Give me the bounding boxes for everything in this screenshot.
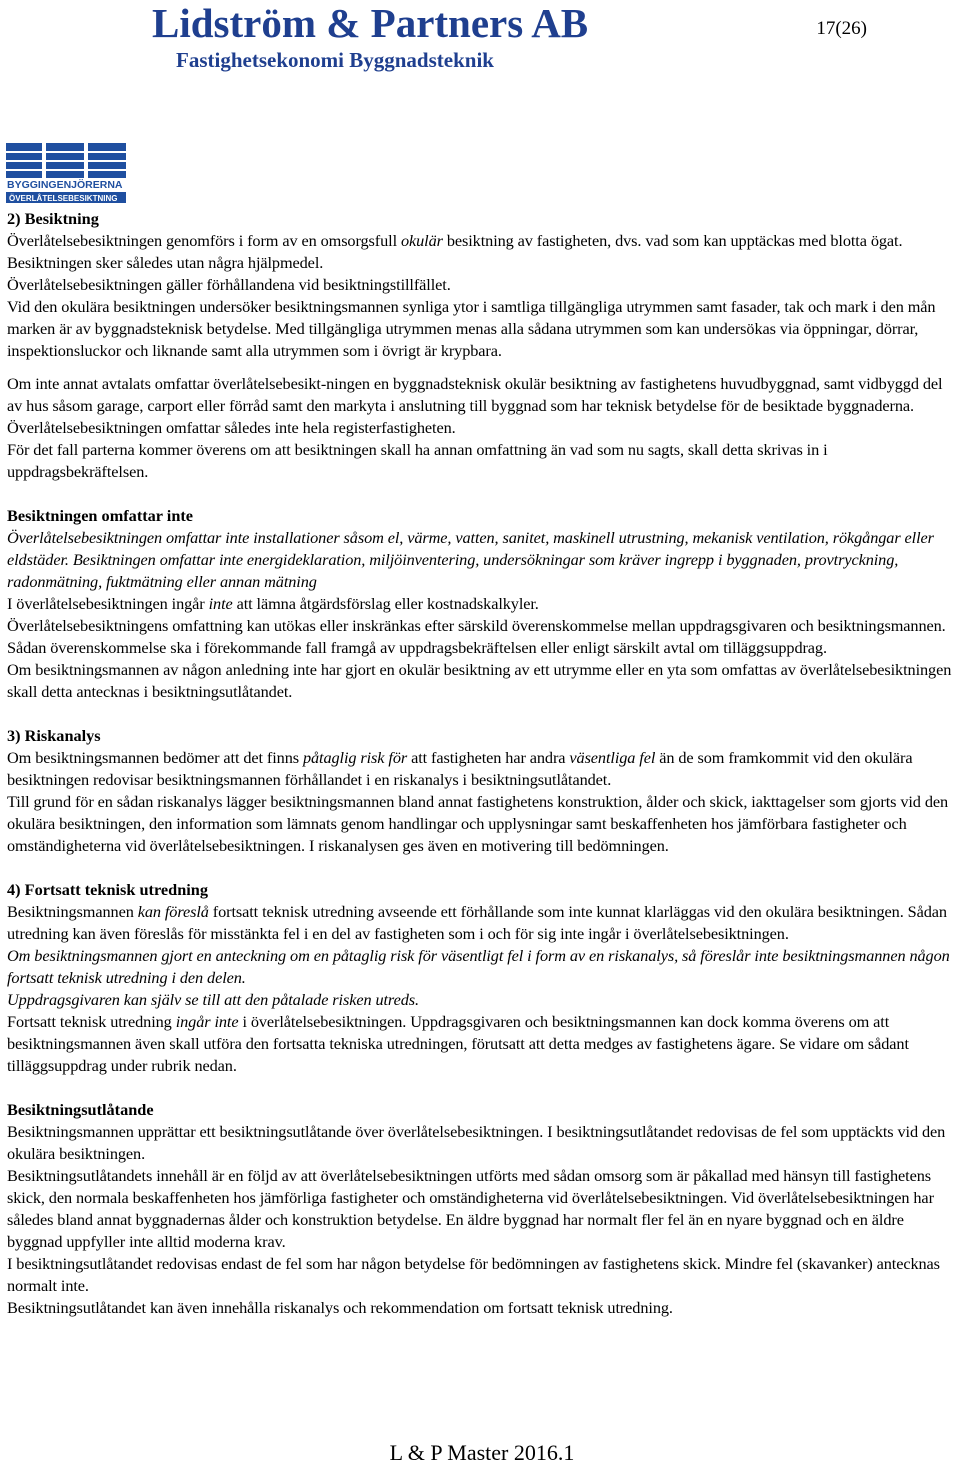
section-heading-riskanalys: 3) Riskanalys [7,726,101,745]
paragraph: Besiktningsutlåtandets innehåll är en följd av att överlåtelsebesiktningen utförts med sådan omsorg som är påkallad med hänsyn till fastighetens skick, den normala beskaffenheten hos jämförliga fastigheter och omständigheterna vid överlåtelsebesiktningen. Vid överlåtelsebesiktningen har således bland annat byggnadernas ålder och konstruktion betydelse. En äldre byggnad har normalt fler fel än en nyare byggnad och en äldre byggnad uppfyller inte alltid moderna krav. [7,1166,934,1251]
section-heading-besiktning: 2) Besiktning [7,209,99,228]
svg-text:BYGGINGENJÖRERNA: BYGGINGENJÖRERNA [7,179,123,191]
paragraph: Besiktningsutlåtandet kan även innehålla riskanalys och rekommendation om fortsatt teknisk utredning. [7,1298,673,1317]
paragraph: Fortsatt teknisk utredning ingår inte i överlåtelsebesiktningen. Uppdragsgivaren och besiktningsmannen kan dock komma överens om att besiktningsmannen även skall utföra den fortsatta tekniska utredningen, förutsatt att detta medges av fastighetens ägare. Se vidare om sådant tilläggsuppdrag under rubrik nedan. [7,1012,909,1075]
sbr-logo [6,143,126,204]
paragraph: Om besiktningsmannen gjort en anteckning om en påtaglig risk för väsentligt fel i form av en riskanalys, så föreslår inte besiktningsmannen någon fortsatt teknisk utredning i den delen. [7,946,950,987]
paragraph: Uppdragsgivaren kan själv se till att den påtalade risken utreds. [7,990,419,1009]
paragraph: Till grund för en sådan riskanalys lägger besiktningsmannen bland annat fastighetens konstruktion, ålder och skick, iakttagelser som gjorts vid den okulära besiktningen, den information som lämnats genom handlingar och upplysningar samt beskaffenheten hos jämförbara fastigheter och omständigheterna vid överlåtelsebesiktningen. I riskanalysen ges även en motivering till bedömningen. [7,792,949,855]
paragraph: Om besiktningsmannen av någon anledning inte har gjort en okulär besiktning av ett utrymme eller en yta som omfattas av överlåtelsebesiktningen skall detta antecknas i besiktningsutlåtandet. [7,660,952,701]
paragraph: I överlåtelsebesiktningen ingår inte att lämna åtgärdsförslag eller kostnadskalkyler. [7,594,539,613]
footer-text: L & P Master 2016.1 [389,1440,575,1465]
paragraph: Besiktningsmannen kan föreslå fortsatt teknisk utredning avseende ett förhållande som inte kunnat klarläggas vid den okulära besiktningen. Sådan utredning kan även föreslås för misstänkta fel i en del av fastigheten som i och för sig inte ingår i överlåtelsebesiktningen. [7,902,947,943]
svg-text:ÖVERLÅTELSEBESIKTNING: ÖVERLÅTELSEBESIKTNING [9,194,118,203]
company-subtitle: Fastighetsekonomi Byggnadsteknik [176,48,494,72]
paragraph: För det fall parterna kommer överens om att besiktningen skall ha annan omfattning än vad som nu sagts, skall detta skrivas in i uppdragsbekräftelsen. [7,440,828,481]
paragraph: Överlåtelsebesiktningen omfattar inte installationer såsom el, värme, vatten, sanitet, maskinell utrustning, mekanisk ventilation, rökgångar eller eldstäder. Besiktningen omfattar inte energideklaration, miljöinventering, undersökningar som kräver ingrepp i byggnaden, provtryckning, radonmätning, fuktmätning eller annan mätning [7,528,934,591]
paragraph: Vid den okulära besiktningen undersöker besiktningsmannen synliga ytor i samtliga tillgängliga utrymmen samt fasader, tak och mark i den mån marken är av byggnadsteknisk betydelse. Med tillgängliga utrymmen menas alla sådana utrymmen som kan undersökas via öppningar, dörrar, inspektionsluckor och liknande samt alla utrymmen som i övrigt är krypbara. [7,297,936,360]
section-heading-omfattar-inte: Besiktningen omfattar inte [7,506,194,525]
section-heading-fortsatt-utredning: 4) Fortsatt teknisk utredning [7,880,208,899]
page-content [7,208,960,1319]
paragraph: Överlåtelsebesiktningen gäller förhållandena vid besiktningstillfället. [7,275,451,294]
paragraph: Överlåtelsebesiktningen genomförs i form av en omsorgsfull okulär besiktning av fastigheten, dvs. vad som kan upptäckas med blotta ögat. Besiktningen sker således utan några hjälpmedel. [7,231,903,272]
section-heading-besiktningsutlatande: Besiktningsutlåtande [7,1100,154,1119]
paragraph: I besiktningsutlåtandet redovisas endast de fel som har någon betydelse för bedömningen av fastighetens skick. Mindre fel (skavanker) antecknas normalt inte. [7,1254,940,1295]
company-name: Lidström & Partners AB [152,0,589,46]
sbr-logo-graphic [6,143,126,204]
paragraph: Besiktningsmannen upprättar ett besiktningsutlåtande över överlåtelsebesiktningen. I besiktningsutlåtandet redovisas de fel som upptäckts vid den okulära besiktningen. [7,1122,946,1163]
paragraph: Överlåtelsebesiktningens omfattning kan utökas eller inskränkas efter särskild överenskommelse mellan uppdragsgivaren och besiktningsmannen. Sådan överenskommelse ska i förekommande fall framgå av uppdragsbekräftelsen eller enligt särskilt avtal om tilläggsuppdrag. [7,616,946,657]
paragraph: Om besiktningsmannen bedömer att det finns påtaglig risk för att fastigheten har andra väsentliga fel än de som framkommit vid den okulära besiktningen redovisar besiktningsmannen förhållandet i en riskanalys i besiktningsutlåtandet. [7,748,913,789]
page-footer [0,1441,960,1465]
page-number: 17(26) [816,18,867,39]
paragraph: Om inte annat avtalats omfattar överlåtelsebesikt-ningen en byggnadsteknisk okulär besiktning av fastighetens huvudbyggnad, samt vidbyggd del av hus såsom garage, carport eller förråd samt den markyta i anslutning till byggnad som har teknisk betydelse för de besiktade byggnaderna. Överlåtelsebesiktningen omfattar således inte hela registerfastigheten. [7,374,943,437]
